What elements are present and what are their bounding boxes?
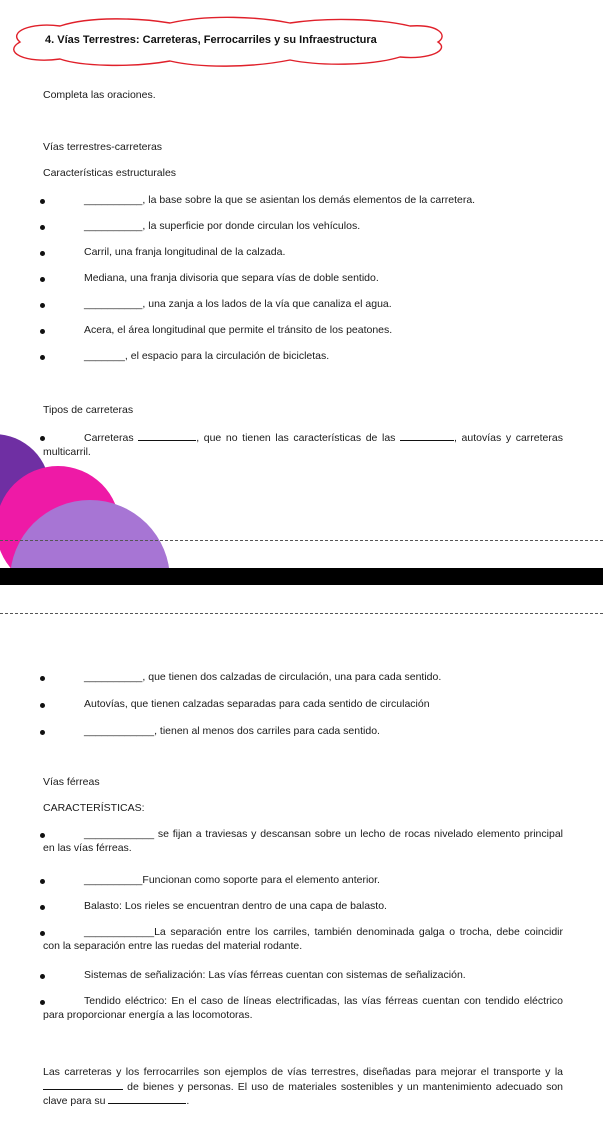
closing-paragraph: Las carreteras y los ferrocarriles son ejemplos de vías terrestres, diseñadas para mejorar el transporte y la de bienes y personas. El uso de materiales sostenibles y un mantenimiento adecuado son clave para su . xyxy=(43,1066,564,1107)
blank-field: ____________ xyxy=(84,828,155,840)
structural-heading: Características estructurales xyxy=(43,167,177,179)
blank-field xyxy=(138,431,196,441)
list-item: Acera, el área longitudinal que permite el tránsito de los peatones. xyxy=(84,324,393,336)
dashed-separator xyxy=(0,613,603,614)
bullet-dot xyxy=(40,974,45,979)
list-item: Balasto: Los rieles se encuentran dentro de una capa de balasto. xyxy=(84,900,387,912)
blank-field: _______ xyxy=(84,350,125,362)
blank-field: __________ xyxy=(84,874,143,886)
bullet-dot xyxy=(40,199,45,204)
blank-field: __________ xyxy=(84,220,143,232)
list-item: ____________, tienen al menos dos carriles para cada sentido. xyxy=(84,725,380,737)
bullet-dot xyxy=(40,355,45,360)
blank-field xyxy=(400,431,454,441)
black-band xyxy=(0,568,603,585)
instruction-text: Completa las oraciones. xyxy=(43,89,156,101)
bullet-dot xyxy=(40,303,45,308)
rail-subheading: CARACTERÍSTICAS: xyxy=(43,802,145,814)
page-title: 4. Vías Terrestres: Carreteras, Ferrocarriles y su Infraestructura xyxy=(45,34,377,46)
list-item: Autovías, que tienen calzadas separadas para cada sentido de circulación xyxy=(84,698,430,710)
bullet-dot xyxy=(40,225,45,230)
blank-field: __________ xyxy=(84,298,143,310)
bullet-dot xyxy=(40,251,45,256)
list-item: ____________La separación entre los carriles, también denominada galga o trocha, debe coincidir con la separación entre las ruedas del material rodante. xyxy=(43,926,563,952)
blank-field: ____________ xyxy=(84,725,155,737)
list-item: Carril, una franja longitudinal de la calzada. xyxy=(84,246,286,258)
list-item: ____________ se fijan a traviesas y descansan sobre un lecho de rocas nivelado elemento principal en las vías férreas. xyxy=(43,828,563,854)
bullet-dot xyxy=(40,277,45,282)
dashed-separator xyxy=(0,540,603,541)
list-item: __________, una zanja a los lados de la vía que canaliza el agua. xyxy=(84,298,392,310)
blank-field: __________ xyxy=(84,194,143,206)
bullet-dot xyxy=(40,879,45,884)
list-item: _______, el espacio para la circulación de bicicletas. xyxy=(84,350,330,362)
list-item: __________, la base sobre la que se asientan los demás elementos de la carretera. xyxy=(84,194,476,206)
bullet-dot xyxy=(40,730,45,735)
blank-field xyxy=(43,1080,123,1090)
bullet-dot xyxy=(40,703,45,708)
blank-field xyxy=(108,1094,186,1104)
types-first-item: Carreteras , que no tienen las características de las , autovías y carreteras multicarril. xyxy=(43,432,563,458)
bullet-dot xyxy=(40,676,45,681)
bullet-dot xyxy=(40,329,45,334)
blank-field: ____________ xyxy=(84,926,155,938)
list-item: Tendido eléctrico: En el caso de líneas electrificadas, las vías férreas cuentan con tendido eléctrico para proporcionar energía a las locomotoras. xyxy=(43,995,563,1021)
list-item: Sistemas de señalización: Las vías férreas cuentan con sistemas de señalización. xyxy=(84,969,466,981)
bullet-dot xyxy=(40,905,45,910)
blank-field: __________ xyxy=(84,671,143,683)
section-road-heading: Vías terrestres-carreteras xyxy=(43,141,163,153)
list-item: __________Funcionan como soporte para el elemento anterior. xyxy=(84,874,380,886)
types-heading: Tipos de carreteras xyxy=(43,404,134,416)
rail-heading: Vías férreas xyxy=(43,776,100,788)
list-item: __________, que tienen dos calzadas de circulación, una para cada sentido. xyxy=(84,671,442,683)
list-item: Mediana, una franja divisoria que separa vías de doble sentido. xyxy=(84,272,379,284)
list-item: __________, la superficie por donde circulan los vehículos. xyxy=(84,220,361,232)
